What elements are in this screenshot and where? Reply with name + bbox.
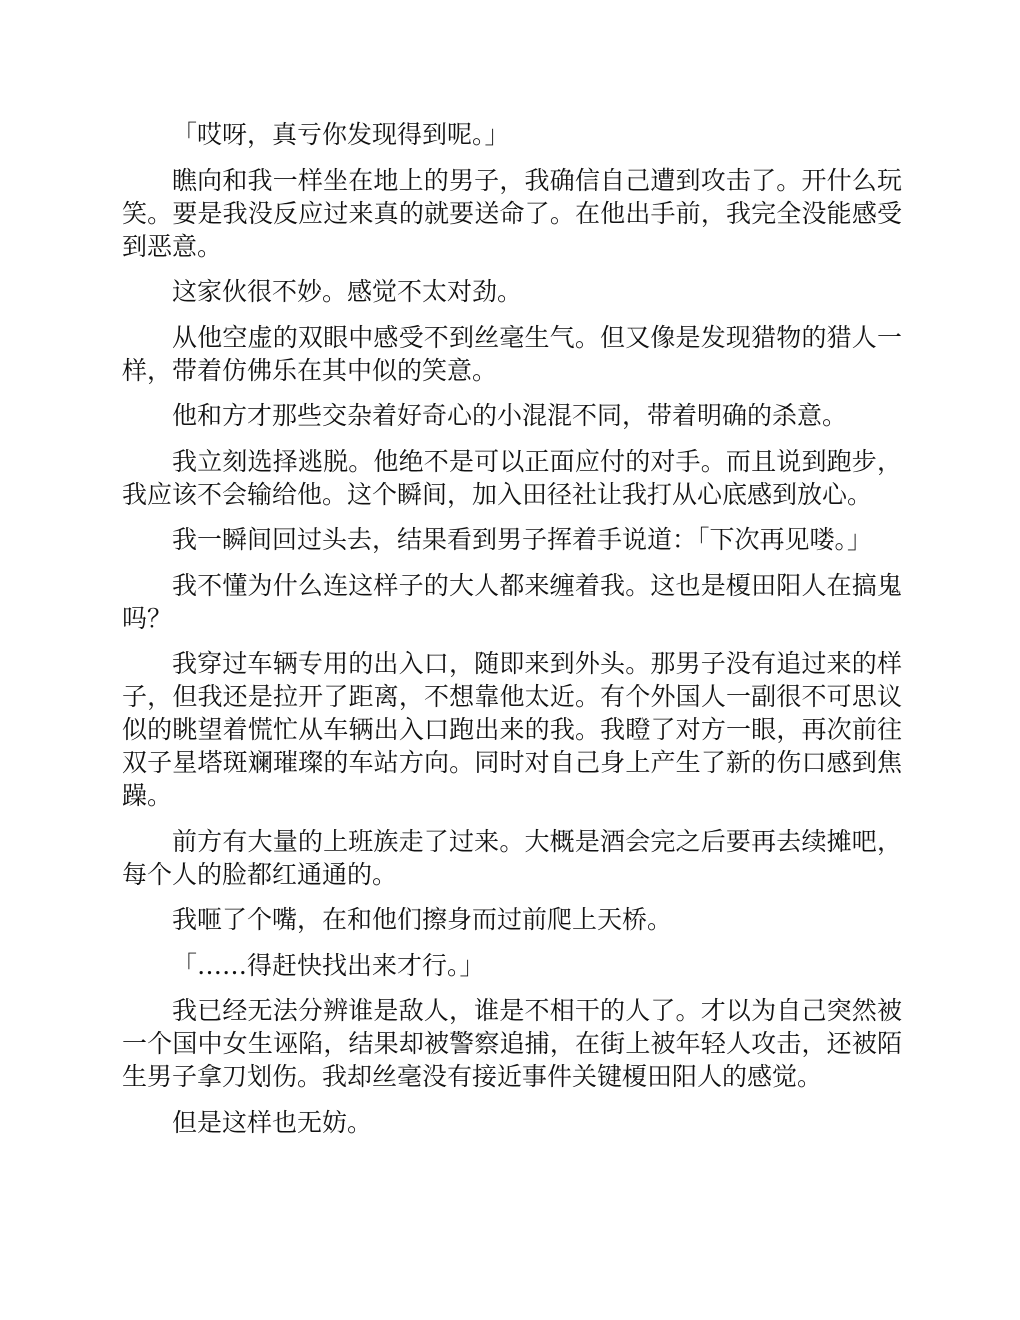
paragraph: 但是这样也无妨。 — [172, 1107, 373, 1137]
paragraph: 瞧向和我一样坐在地上的男子，我确信自己遭到攻击了。开什么玩笑。要是我没反应过来真的就要送命了。在他出手前，我完全没能感受到恶意。 — [122, 165, 902, 261]
paragraph: 我一瞬间回过头去，结果看到男子挥着手说道：「下次再见喽。」 — [172, 525, 873, 554]
paragraph: 从他空虚的双眼中感受不到丝毫生气。但又像是发现猎物的猎人一样，带着仿佛乐在其中似的笑意。 — [122, 322, 902, 385]
paragraph: 我不懂为什么连这样子的大人都来缠着我。这也是榎田阳人在搞鬼吗？ — [122, 570, 902, 633]
paragraph: 我已经无法分辨谁是敌人，谁是不相干的人了。才以为自己突然被一个国中女生诬陷，结果却被警察追捕，在街上被年轻人攻击，还被陌生男子拿刀划伤。我却丝毫没有接近事件关键榎田阳人的感觉。 — [122, 996, 902, 1091]
paragraph: 「……得赶快找出来才行。」 — [172, 950, 485, 980]
paragraph: 前方有大量的上班族走了过来。大概是酒会完之后要再去续摊吧，每个人的脸都红通通的。 — [122, 826, 902, 889]
paragraph: 他和方才那些交杂着好奇心的小混混不同，带着明确的杀意。 — [172, 401, 848, 430]
paragraph: 我咂了个嘴，在和他们擦身而过前爬上天桥。 — [172, 905, 673, 934]
paragraph: 这家伙很不妙。感觉不太对劲。 — [172, 277, 523, 306]
document-page — [122, 118, 902, 1151]
paragraph: 「哎呀，真亏你发现得到呢。」 — [172, 120, 510, 149]
paragraph: 我立刻选择逃脱。他绝不是可以正面应付的对手。而且说到跑步，我应该不会输给他。这个瞬间，加入田径社让我打从心底感到放心。 — [122, 446, 902, 509]
paragraph: 我穿过车辆专用的出入口，随即来到外头。那男子没有追过来的样子，但我还是拉开了距离，不想靠他太近。有个外国人一副很不可思议似的眺望着慌忙从车辆出入口跑出来的我。我瞪了对方一眼，再次前往双子星塔斑斓璀璨的车站方向。同时对自己身上产生了新的伤口感到焦躁。 — [122, 649, 902, 810]
